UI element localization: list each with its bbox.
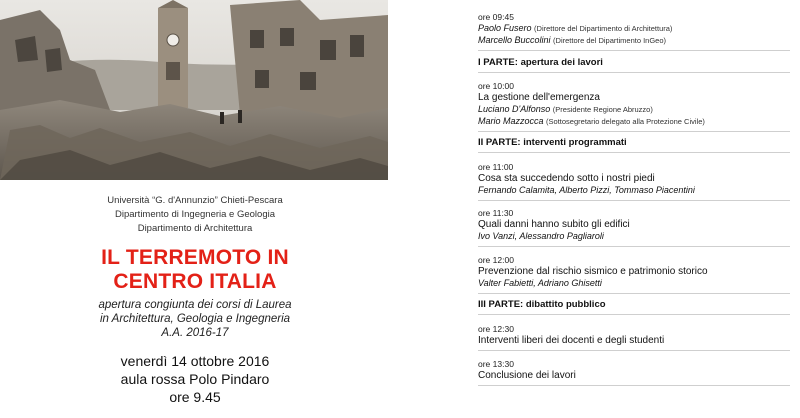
event-title-line-1: IL TERREMOTO IN: [101, 246, 289, 269]
part-2c-talk: Prevenzione dal rischio sismico e patrimonio storico: [478, 266, 708, 277]
speaker-name: Marcello Buccolini: [478, 35, 551, 45]
section-divider: [478, 50, 790, 51]
speaker-role: (Presidente Regione Abruzzo): [552, 105, 653, 114]
part-2b-time: ore 11:30: [478, 208, 514, 218]
university-name: Università “G. d'Annunzio” Chieti-Pescara: [107, 195, 283, 206]
opening-time: ore 09:45: [478, 12, 514, 22]
part-1-title: I PARTE: apertura dei lavori: [478, 57, 603, 68]
section-divider: [478, 314, 790, 315]
section-divider: [478, 246, 790, 247]
part-2-title: II PARTE: interventi programmati: [478, 137, 627, 148]
subtitle-line-1: apertura congiunta dei corsi di Laurea: [98, 299, 292, 311]
part-3b-talk: Conclusione dei lavori: [478, 370, 576, 381]
part-3-title: III PARTE: dibattito pubblico: [478, 299, 606, 310]
academic-year: A.A. 2016-17: [161, 327, 229, 339]
section-divider: [478, 350, 790, 351]
speaker-role: (Direttore del Dipartimento di Architettura): [534, 24, 673, 33]
department-architecture: Dipartimento di Architettura: [137, 223, 253, 234]
section-divider: [478, 200, 790, 201]
part-2a-talk: Cosa sta succedendo sotto i nostri piedi: [478, 173, 655, 184]
department-engineering: Dipartimento di Ingegneria e Geologia: [114, 209, 275, 220]
speaker-role: (Direttore del Dipartimento InGeo): [553, 36, 667, 45]
section-divider: [478, 72, 790, 73]
opening-speaker-1: [478, 23, 672, 33]
subtitle-line-2: in Architettura, Geologia e Ingegneria: [99, 313, 291, 325]
section-divider: [478, 293, 790, 294]
part-3a-talk: Interventi liberi dei docenti e degli studenti: [478, 335, 665, 346]
speaker-role: (Sottosegretario delegato alla Protezione Civile): [546, 117, 705, 126]
speaker-name: Paolo Fusero: [478, 23, 532, 33]
event-poster-left: [0, 0, 390, 418]
part-1-speaker-2: [478, 116, 705, 126]
part-1-talk: La gestione dell'emergenza: [478, 92, 600, 103]
earthquake-ruins-photo: [0, 0, 388, 180]
part-3b-time: ore 13:30: [478, 359, 514, 369]
event-time: ore 9.45: [169, 389, 221, 405]
opening-speaker-2: [478, 35, 666, 45]
speaker-name: Mario Mazzocca: [478, 116, 544, 126]
part-2a-speakers: Fernando Calamita, Alberto Pizzi, Tommaso Piacentini: [478, 185, 695, 195]
program-schedule: [478, 0, 798, 418]
event-title-line-2: CENTRO ITALIA: [113, 270, 277, 293]
event-place: aula rossa Polo Pindaro: [120, 371, 270, 387]
part-1-speaker-1: [478, 104, 653, 114]
part-2c-speakers: Valter Fabietti, Adriano Ghisetti: [478, 278, 602, 288]
section-divider: [478, 131, 790, 132]
section-divider: [478, 385, 790, 386]
part-2a-time: ore 11:00: [478, 162, 514, 172]
part-2b-talk: Quali danni hanno subito gli edifici: [478, 219, 630, 230]
part-1-time: ore 10:00: [478, 81, 514, 91]
event-date: venerdì 14 ottobre 2016: [120, 353, 270, 369]
speaker-name: Luciano D'Alfonso: [478, 104, 551, 114]
section-divider: [478, 152, 790, 153]
part-3a-time: ore 12:30: [478, 324, 514, 334]
part-2b-speakers: Ivo Vanzi, Alessandro Pagliaroli: [478, 231, 604, 241]
part-2c-time: ore 12:00: [478, 255, 514, 265]
